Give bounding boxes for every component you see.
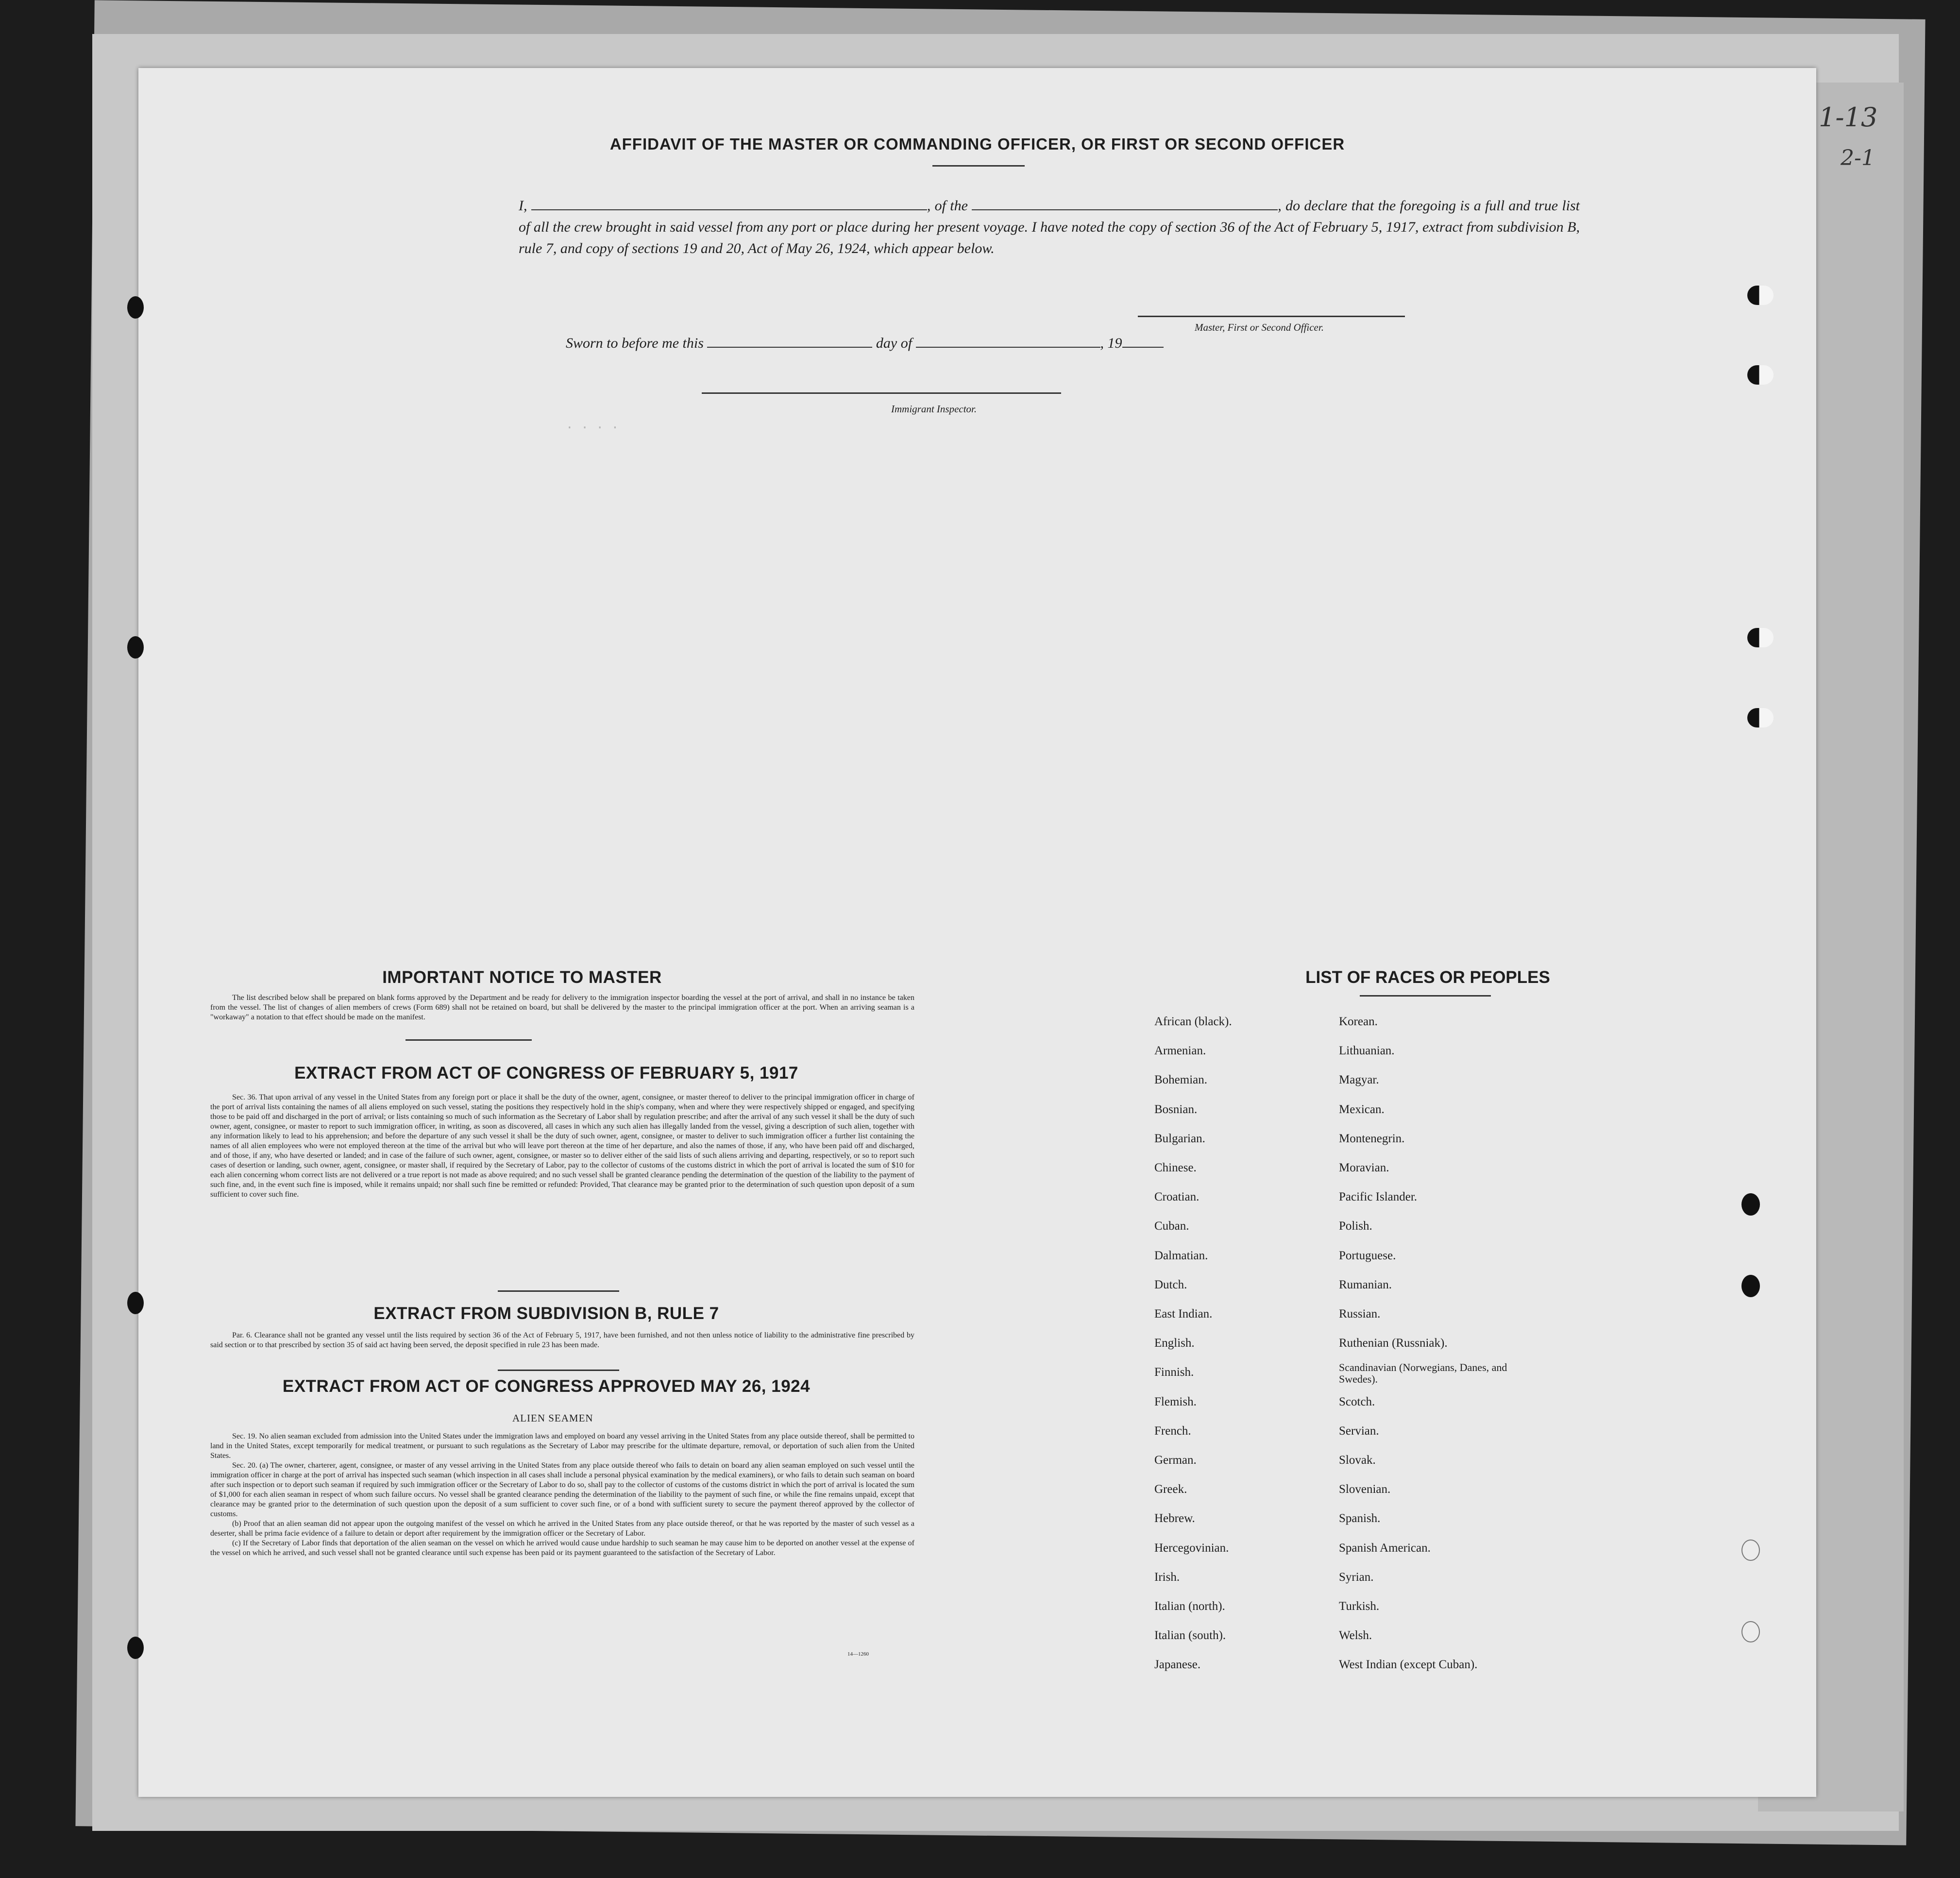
- race-item: Dalmatian.: [1154, 1249, 1208, 1262]
- affidavit-body: that the foregoing is a full and true list of all the crew brought in said vessel from any port or place during her present voyage. I have noted the copy of section 36 of the Act of February 5, 1917, extract from subdivision B, rule 7, and copy of sections 19 and 20, Act of May 26, 1924, which appear below.: [519, 198, 1580, 256]
- divider: [932, 165, 1025, 167]
- race-item: Bosnian.: [1154, 1102, 1198, 1116]
- race-item: French.: [1154, 1424, 1191, 1438]
- binder-tab: [1747, 628, 1774, 647]
- name-blank[interactable]: [531, 197, 927, 210]
- notice-text: The list described below shall be prepared on blank forms approved by the Department and be ready for delivery to the immigration inspector boarding the vessel at the port of arrival, and shall in no instance be taken from the vessel. The list of changes of alien members of crews (Form 689) shall not be retained on board, but shall be delivered by the master to the principal immigration officer at the port. When an arriving seaman is a "workaway" a notation to that effect should be made on the manifest.: [210, 994, 914, 1021]
- race-item: Polish.: [1339, 1219, 1372, 1233]
- race-item: Armenian.: [1154, 1044, 1206, 1058]
- race-item: Rumanian.: [1339, 1278, 1392, 1291]
- race-item: Turkish.: [1339, 1600, 1380, 1613]
- race-item: Magyar.: [1339, 1073, 1379, 1087]
- master-label: Master, First or Second Officer.: [1195, 321, 1324, 333]
- notice-title: IMPORTANT NOTICE TO MASTER: [382, 968, 662, 987]
- race-item: Dutch.: [1154, 1278, 1187, 1291]
- race-item: Irish.: [1154, 1570, 1180, 1584]
- punch-hole: [1741, 1275, 1760, 1297]
- alien-seamen-subtitle: ALIEN SEAMEN: [512, 1412, 593, 1424]
- sworn-month-blank[interactable]: [916, 335, 1100, 348]
- vessel-blank[interactable]: [972, 197, 1278, 210]
- race-item: German.: [1154, 1454, 1197, 1467]
- binder-tab: [1747, 708, 1774, 728]
- race-item: Greek.: [1154, 1483, 1187, 1496]
- punch-hole: [127, 296, 144, 319]
- sworn-line: [566, 335, 1164, 352]
- race-item: African (black).: [1154, 1015, 1232, 1028]
- sec20a-text: Sec. 20. (a) The owner, charterer, agent, consignee, or master of any vessel arriving in the United States from any place outside thereof who fails to detain on board any alien seaman employed on such vessel until the immigration officer in charge at the port of arrival has inspected such seaman (which inspection in all cases shall include a personal physical examination by the medical examiners), or who fails to detain such seaman on board after such inspection or to deport such seaman if required by such immigration officer or the Secretary of Labor to do so, shall pay to the collector of customs of the customs district in which the port of arrival is located the sum of $1,000 for each alien seaman in respect of whom such failure occurs. No vessel shall be granted clearance pending the determination of the liability to the payment of such fine, or while the fine remains unpaid, except that clearance may be granted prior to the determination of such question upon the deposit of a sum sufficient to cover such fine, or of a bond with sufficient surety to secure the payment thereof approved by the collector of customs.: [210, 1461, 914, 1518]
- affidavit-i: I,: [519, 198, 527, 214]
- race-item: Flemish.: [1154, 1395, 1197, 1408]
- race-item: Pacific Islander.: [1339, 1190, 1418, 1204]
- race-item: Servian.: [1339, 1424, 1379, 1438]
- race-item: Syrian.: [1339, 1570, 1374, 1584]
- master-signature-line[interactable]: [1138, 316, 1405, 317]
- race-item: Cuban.: [1154, 1219, 1189, 1233]
- race-item: Moravian.: [1339, 1161, 1389, 1174]
- extract-1917-text: Sec. 36. That upon arrival of any vessel in the United States from any foreign port or place it shall be the duty of the owner, agent, consignee, or master thereof to deliver to the principal immigration officer in charge of the port of arrival lists containing the names of all aliens employed on such vessel, stating the positions they respectively hold in the ship's company, when and where they were respectively shipped or engaged, and specifying those to be paid off and discharged in the port of arrival; or lists containing so much of such information as the Secretary of Labor shall by regulation prescribe; and after the arrival of any such vessel it shall be the duty of such owner, agent, consignee, or master to report to such immigration officer, in writing, as soon as discovered, all cases in which any such alien has illegally landed from the vessel, giving a description of such alien, together with any information likely to lead to his apprehension; and before the departure of any such vessel it shall be the duty of such owner, agent, consignee, or master to deliver to such immigration officer a further list containing the names of all alien employees who were not employed thereon at the time of the arrival but who will leave port thereon at the time of her departure, and also the names of those, if any, who have been paid off and discharged, and of those, if any, who have deserted or landed; and in case of the failure of such owner, agent, consignee, or master so to deliver either of the said lists of such aliens arriving and departing, respectively, or so to report such cases of desertion or landing, such owner, agent, consignee, or master shall, if required by the Secretary of Labor, pay to the collector of customs of the customs district in which the port of arrival is located the sum of $10 for each alien concerning whom correct lists are not delivered or a true report is not made as above required; and no such vessel shall be granted clearance pending the determination of the question of the liability to the payment of such fine, and, in the event such fine is imposed, while it remains unpaid; nor shall such fine be remitted or refunded: Provided, That clearance may be granted prior to the determination of such question upon deposit of a sum sufficient to cover such fine.: [210, 1093, 914, 1199]
- race-item: Finnish.: [1154, 1366, 1194, 1379]
- race-item: Scotch.: [1339, 1395, 1375, 1408]
- race-item: Slovak.: [1339, 1454, 1376, 1467]
- affidavit-of-the: , of the: [927, 198, 968, 214]
- binder-tab: [1747, 286, 1774, 305]
- sec20c-text: (c) If the Secretary of Labor finds that deportation of the alien seaman on the vessel on which he arrived would cause undue hardship to such seaman he may cause him to be deported on another vessel at the expense of the vessel on which he arrived, and such vessel shall not be granted clearance until such expense has been paid or its payment guaranteed to the satisfaction of the Secretary of Labor.: [210, 1539, 914, 1557]
- manifest-page: [138, 68, 1816, 1797]
- sworn-day-blank[interactable]: [707, 335, 872, 348]
- divider: [406, 1039, 532, 1041]
- race-item: Italian (north).: [1154, 1600, 1225, 1613]
- races-title: LIST OF RACES OR PEOPLES: [1305, 968, 1550, 987]
- race-item: Spanish.: [1339, 1512, 1381, 1525]
- affidavit-text: [519, 195, 1580, 259]
- punch-hole: [127, 1292, 144, 1314]
- extract-1917-title: EXTRACT FROM ACT OF CONGRESS OF FEBRUARY 5, 1917: [294, 1064, 798, 1083]
- extract-1924-text: [210, 1432, 914, 1558]
- race-item: Lithuanian.: [1339, 1044, 1395, 1058]
- race-item: English.: [1154, 1337, 1195, 1350]
- race-item: Hebrew.: [1154, 1512, 1195, 1525]
- race-item: Slovenian.: [1339, 1483, 1391, 1496]
- race-item: Scandinavian (Norwegians, Danes, and Swedes).: [1339, 1361, 1507, 1386]
- affidavit-title: AFFIDAVIT OF THE MASTER OR COMMANDING OFFICER, OR FIRST OR SECOND OFFICER: [609, 135, 1345, 153]
- binder-tab: [1747, 365, 1774, 385]
- race-item: Korean.: [1339, 1015, 1378, 1028]
- ring-hole: [1741, 1621, 1760, 1642]
- race-item: Portuguese.: [1339, 1249, 1396, 1262]
- inspector-label: Immigrant Inspector.: [891, 403, 977, 415]
- race-item: Welsh.: [1339, 1629, 1372, 1642]
- sworn-prefix: Sworn to before me this: [566, 335, 704, 351]
- race-item: Bohemian.: [1154, 1073, 1208, 1087]
- extract-1924-title: EXTRACT FROM ACT OF CONGRESS APPROVED MAY 26, 1924: [282, 1377, 811, 1396]
- handwritten-note-2: 2-1: [1841, 146, 1875, 170]
- divider: [1360, 995, 1491, 997]
- race-item: Spanish American.: [1339, 1541, 1431, 1555]
- race-item: Hercegovinian.: [1154, 1541, 1229, 1555]
- race-item: Russian.: [1339, 1307, 1381, 1320]
- punch-hole: [127, 1637, 144, 1659]
- sworn-day-of: day of: [876, 335, 912, 351]
- race-item: East Indian.: [1154, 1307, 1213, 1320]
- race-item: Japanese.: [1154, 1658, 1201, 1672]
- race-item: West Indian (except Cuban).: [1339, 1658, 1478, 1672]
- punch-hole: [127, 636, 144, 659]
- punch-hole: [1741, 1193, 1760, 1216]
- race-item: Chinese.: [1154, 1161, 1197, 1174]
- race-item: Ruthenian (Russniak).: [1339, 1337, 1448, 1350]
- form-number: 14—1260: [847, 1651, 869, 1657]
- ring-hole: [1741, 1540, 1760, 1561]
- subdivision-text: Par. 6. Clearance shall not be granted any vessel until the lists required by section 36 of the Act of February 5, 1917, have been furnished, and not then unless notice of liability to the administrative fine prescribed by said section or to that prescribed by section 35 of said act having been served, the deposit specified in rule 23 has been made.: [210, 1331, 914, 1349]
- race-item: Italian (south).: [1154, 1629, 1226, 1642]
- affidavit-declare: , do declare: [1278, 198, 1348, 214]
- race-item: Mexican.: [1339, 1102, 1385, 1116]
- bleed-through: . . . .: [566, 418, 619, 432]
- inspector-signature-line[interactable]: [702, 392, 1061, 394]
- divider: [498, 1290, 619, 1292]
- sworn-year: , 19: [1100, 335, 1122, 351]
- sec19-text: Sec. 19. No alien seaman excluded from admission into the United States under the immigration laws and employed on board any vessel arriving in the United States from any place outside thereof, shall be permitted to land in the United States, except temporarily for medical treatment, or pursuant to such regulations as the Secretary of Labor may prescribe for the ultimate departure, removal, or deportation of such alien from the United States.: [210, 1432, 914, 1460]
- divider: [498, 1370, 619, 1371]
- race-item: Montenegrin.: [1339, 1132, 1405, 1145]
- subdivision-title: EXTRACT FROM SUBDIVISION B, RULE 7: [373, 1304, 719, 1323]
- sec20b-text: (b) Proof that an alien seaman did not appear upon the outgoing manifest of the vessel on which he arrived in the United States from any place outside thereof, or that he was reported by the master of such vessel as a deserter, shall be prima facie evidence of a failure to detain or deport after requirement by the immigration officer or the Secretary of Labor.: [210, 1520, 914, 1538]
- handwritten-note: 1-13: [1819, 102, 1878, 133]
- sworn-year-blank[interactable]: [1122, 335, 1164, 348]
- race-item: Croatian.: [1154, 1190, 1200, 1204]
- race-item: Bulgarian.: [1154, 1132, 1205, 1145]
